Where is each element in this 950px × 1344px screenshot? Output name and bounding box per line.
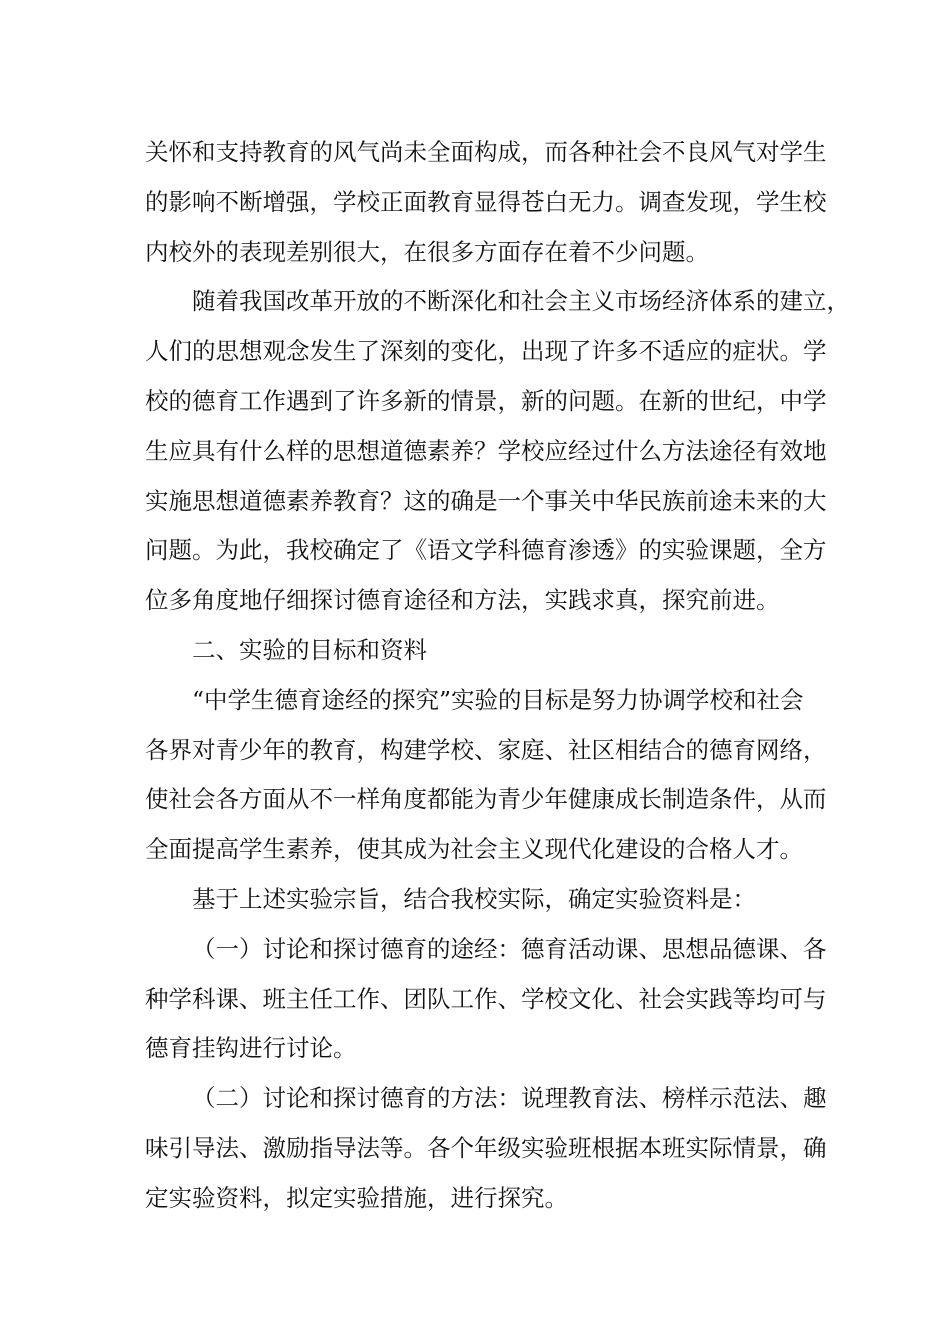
list-item-paragraph (145, 1074, 827, 1223)
list-item-paragraph (145, 925, 827, 1074)
text-line: 味引导法、激励指导法等。各个年级实验班根据本班实际情景，确 (145, 1133, 827, 1162)
text-line: 德育挂钩进行讨论。 (145, 1034, 357, 1063)
paragraph (145, 128, 827, 277)
text-line: （二）讨论和探讨德育的方法：说理教育法、榜样示范法、趣 (192, 1084, 827, 1113)
text-line: 定实验资料，拟定实验措施，进行探究。 (145, 1183, 568, 1212)
paragraph (145, 277, 850, 626)
text-line: 使社会各方面从不一样角度都能为青少年健康成长制造条件，从而 (145, 785, 827, 814)
text-line: 问题。为此，我校确定了《语文学科德育渗透》的实验课题，全方 (145, 536, 827, 565)
text-line: 全面提高学生素养，使其成为社会主义现代化建设的合格人才。 (145, 835, 803, 864)
text-line: 位多角度地仔细探讨德育途径和方法，实践求真，探究前进。 (145, 586, 780, 615)
section-heading (145, 626, 815, 676)
text-line: 校的德育工作遇到了许多新的情景，新的问题。在新的世纪，中学 (145, 386, 827, 415)
document-page (145, 128, 850, 1224)
section-heading-text: 二、实验的目标和资料 (192, 635, 427, 664)
paragraph (145, 875, 815, 925)
text-line: 基于上述实验宗旨，结合我校实际，确定实验资料是： (192, 884, 756, 913)
text-line: 人们的思想观念发生了深刻的变化，出现了许多不适应的症状。学 (145, 337, 827, 366)
text-line: 实施思想道德素养教育？这的确是一个事关中华民族前途未来的大 (145, 486, 827, 515)
text-line: （一）讨论和探讨德育的途经：德育活动课、思想品德课、各 (192, 934, 827, 963)
text-line: 随着我国改革开放的不断深化和社会主义市场经济体系的建立， (192, 287, 850, 316)
text-line: 的影响不断增强，学校正面教育显得苍白无力。调查发现，学生校 (145, 187, 827, 216)
text-line: 种学科课、班主任工作、团队工作、学校文化、社会实践等均可与 (145, 984, 827, 1013)
text-line: “中学生德育途经的探究”实验的目标是努力协调学校和社会 (192, 685, 804, 714)
text-line: 生应具有什么样的思想道德素养？学校应经过什么方法途径有效地 (145, 436, 827, 465)
paragraph (145, 676, 827, 875)
text-line: 各界对青少年的教育，构建学校、家庭、社区相结合的德育网络， (145, 735, 827, 764)
text-line: 关怀和支持教育的风气尚未全面构成，而各种社会不良风气对学生 (145, 138, 827, 166)
text-line: 内校外的表现差别很大，在很多方面存在着不少问题。 (145, 237, 709, 266)
